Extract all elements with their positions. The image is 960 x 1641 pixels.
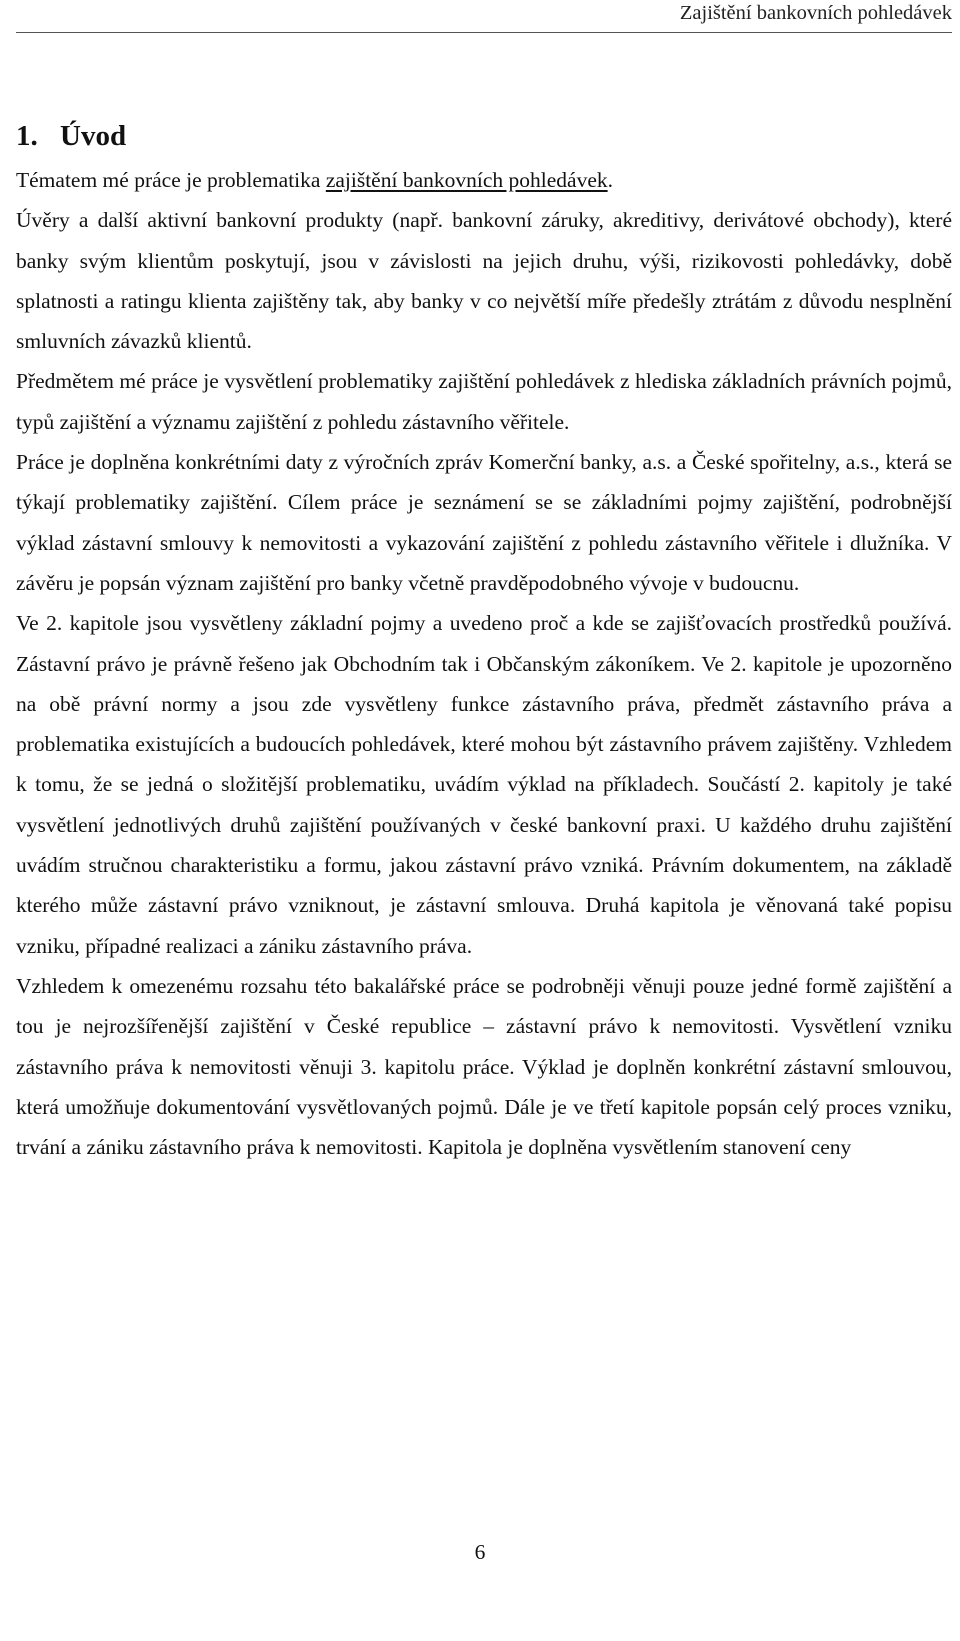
chapter-number: 1. [16, 120, 38, 152]
paragraph-subject: Předmětem mé práce je vysvětlení problematiky zajištění pohledávek z hlediska základních právních pojmů, typů zajištění a významu zajištění z pohledu zástavního věřitele. [16, 369, 952, 434]
header-divider [16, 32, 952, 33]
paragraph-topic [16, 160, 952, 200]
running-header: Zajištění bankovních pohledávek [679, 2, 952, 24]
body-text [16, 160, 952, 1167]
paragraph-chapter-3: Vzhledem k omezenému rozsahu této bakalářské práce se podrobněji věnuji pouze jedné formě zajištění a tou je nejrozšířenější zajištění v České republice – zástavní právo k nemovitosti. Vysvětlení vzniku zástavního práva k nemovitosti věnuji 3. kapitolu práce. Výklad je doplněn konkrétní zástavní smlouvou, která umožňuje dokumentování vysvětlovaných pojmů. Dále je ve třetí kapitole popsán celý proces vzniku, trvání a zániku zástavního práva k nemovitosti. Kapitola je doplněna vysvětlením stanovení ceny [16, 973, 952, 1160]
paragraph-goal: Práce je doplněna konkrétními daty z výročních zpráv Komerční banky, a.s. a České spořitelny, a.s., která se týkají problematiky zajištění. Cílem práce je seznámení se se základními pojmy zajištění, podrobnější výklad zástavní smlouvy k nemovitosti a vykazování zajištění z pohledu zástavního věřitele i dlužníka. V závěru je popsán význam zajištění pro banky včetně pravděpodobného vývoje v budoucnu. [16, 450, 952, 595]
chapter-title: Úvod [60, 120, 127, 152]
page-number: 6 [474, 1540, 486, 1564]
topic-intro-text: Tématem mé práce je problematika [16, 168, 326, 192]
chapter-heading [16, 118, 126, 154]
topic-underlined-text: zajištění bankovních pohledávek [325, 168, 608, 192]
topic-end-text: . [607, 168, 613, 192]
paragraph-chapter-2: Ve 2. kapitole jsou vysvětleny základní pojmy a uvedeno proč a kde se zajišťovacích prostředků používá. Zástavní právo je právně řešeno jak Obchodním tak i Občanským zákoníkem. Ve 2. kapitole je upozorněno na obě právní normy a jsou zde vysvětleny funkce zástavního práva, předmět zástavního práva a problematika existujících a budoucích pohledávek, které mohou být zástavního právem zajištěny. Vzhledem k tomu, že se jedná o složitější problematiku, uvádím výklad na příkladech. Součástí 2. kapitoly je také vysvětlení jednotlivých druhů zajištění používaných v české bankovní praxi. U každého druhu zajištění uvádím stručnou charakteristiku a formu, jakou zástavní právo vzniká. Právním dokumentem, na základě kterého může zástavní právo vzniknout, je zástavní smlouva. Druhá kapitola je věnovaná také popisu vzniku, případné realizaci a zániku zástavního práva. [16, 611, 952, 958]
paragraph-loans: Úvěry a další aktivní bankovní produkty (např. bankovní záruky, akreditivy, derivátové obchody), které banky svým klientům poskytují, jsou v závislosti na jejich druhu, výši, rizikovosti pohledávky, době splatnosti a ratingu klienta zajištěny tak, aby banky v co největší míře předešly ztrátám z důvodu nesplnění smluvních závazků klientů. [16, 208, 952, 354]
